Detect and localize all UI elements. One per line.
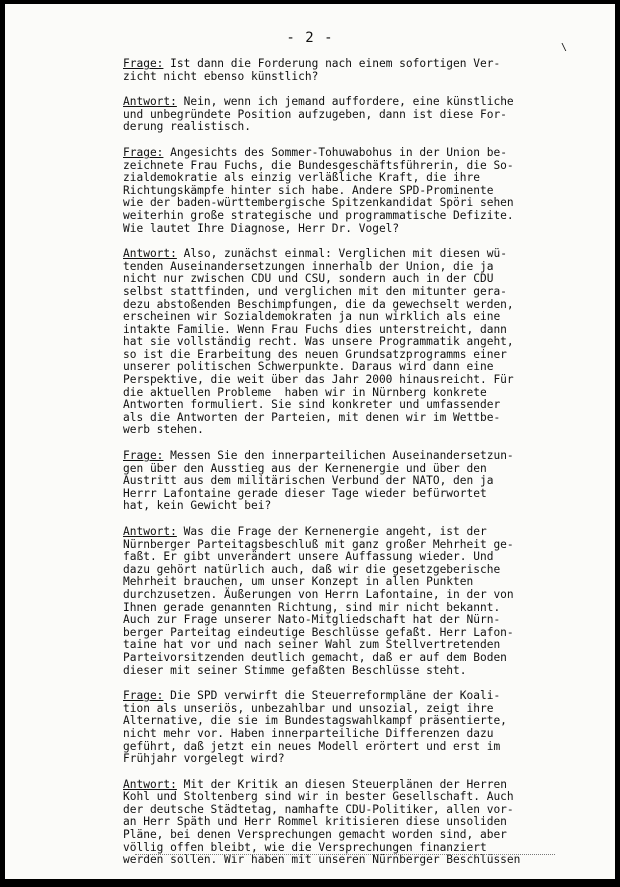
text-line: Perspektive, die weit über das Jahr 2000 hinausreicht. Für: [123, 373, 514, 387]
text-line: selbst stattfinden, und verglichen mit den mitunter gera-: [123, 284, 507, 298]
text-line: erscheinen wir Sozialdemokraten ja nun wirklich als eine: [123, 310, 501, 324]
text-line: weiterhin große strategische und programmatische Defizite.: [123, 208, 514, 222]
text-line-rest: Also, zunächst einmal: Verglichen mit diesen wü-: [176, 247, 507, 261]
margin-mark: \: [560, 42, 567, 53]
text-line: nicht nur zwischen CDU und CSU, sondern auch in der CDU: [123, 272, 494, 286]
text-line: intakte Familie. Wenn Frau Fuchs dies unterstreicht, dann: [123, 322, 507, 336]
text-line-rest: Die SPD verwirft die Steuerreformpläne der Koali-: [163, 689, 501, 703]
text-line: Pläne, bei denen Versprechungen gemacht worden sind, aber: [123, 828, 507, 842]
text-line-rest: Mit der Kritik an diesen Steuerplänen der Herren: [176, 777, 507, 791]
antwort-block: [123, 96, 567, 134]
text-line: Kohl und Stoltenberg sind wir in bester Gesellschaft. Auch: [123, 790, 514, 804]
text-line: nicht mehr vor. Haben innerparteiliche Differenzen dazu: [123, 726, 494, 740]
text-line: zeichnete Frau Fuchs, die Bundesgeschäftsführerin, die So-: [123, 158, 514, 172]
page-number: - 2 -: [286, 30, 334, 46]
text-line: so ist die Erarbeitung des neuen Grundsatzprogramms einer: [123, 347, 507, 361]
text-line: faßt. Er gibt unverändert unsere Auffassung wieder. Und: [123, 550, 494, 564]
text-line: dazu gehört natürlich auch, daß wir die gesetzgeberische: [123, 562, 501, 576]
frage-label: Frage:: [123, 689, 164, 703]
antwort-label: Antwort:: [123, 777, 177, 791]
text-line: Parteivorsitzenden deutlich gemacht, daß er auf dem Boden: [123, 650, 507, 664]
frage-block: [123, 147, 567, 235]
text-line: geführt, daß jetzt ein neues Modell erörtert und erst im: [123, 739, 501, 753]
text-line: Richtungskämpfe hinter sich habe. Andere SPD-Prominente: [123, 183, 494, 197]
scan-noise-line: [135, 853, 555, 855]
text-line: hat sie vollständig recht. Was unsere Programmatik angeht,: [123, 335, 514, 349]
text-line: und unbegründete Position aufzugeben, dann ist diese For-: [123, 107, 507, 121]
text-line: [123, 450, 567, 463]
antwort-block: [123, 526, 567, 677]
text-line: Herrr Lafontaine gerade dieser Tage wieder befürwortet: [123, 486, 487, 500]
antwort-label: Antwort:: [123, 525, 177, 538]
text-line: Frühjahr vorgelegt wird?: [123, 752, 285, 766]
text-line: zicht nicht ebenso künstlich?: [123, 69, 319, 83]
antwort-label: Antwort:: [123, 247, 177, 261]
text-line: Ihnen gerade genannten Richtung, sind mir nicht bekannt.: [123, 600, 501, 614]
text-line-rest: Ist dann die Forderung nach einem sofortigen Ver-: [163, 57, 501, 70]
text-line: Wie lautet Ihre Diagnose, Herr Dr. Vogel?: [123, 221, 400, 235]
text-line: Antworten formuliert. Sie sind konkreter und umfassender: [123, 398, 501, 412]
text-line: wie der baden-württembergische Spitzenkandidat Spöri sehen: [123, 196, 514, 210]
text-line: [123, 526, 567, 539]
frage-block: [123, 450, 567, 513]
text-line: die aktuellen Probleme haben wir in Nürnberg konkrete: [123, 385, 487, 399]
text-line: der deutsche Städtetag, namhafte CDU-Politiker, allen vor-: [123, 802, 514, 816]
text-line: dezu abstoßenden Beschimpfungen, die da gewechselt werden,: [123, 297, 514, 311]
antwort-label: Antwort:: [123, 95, 177, 109]
text-line: taine hat vor und nach seiner Wahl zum Stellvertretenden: [123, 638, 501, 652]
text-line: durchzusetzen. Äußerungen von Herrn Lafontaine, in der von: [123, 587, 514, 601]
text-line: Mehrheit brauchen, um unser Konzept in allen Punkten: [123, 575, 474, 589]
text-line: werden sollen. Wir haben mit unseren Nürnberger Beschlüssen: [123, 853, 521, 867]
text-line-rest: Nein, wenn ich jemand auffordere, eine künstliche: [176, 95, 514, 109]
text-line: unserer politischen Schwerpunkte. Daraus wird dann eine: [123, 360, 494, 374]
text-line: völlig offen bleibt, wie die Versprechungen finanziert: [123, 840, 487, 854]
text-line: [123, 58, 567, 71]
frage-label: Frage:: [123, 145, 164, 159]
text-line-rest: Angesichts des Sommer-Tohuwabohus in der Union be-: [163, 145, 507, 159]
frage-label: Frage:: [123, 449, 164, 463]
text-line: [123, 96, 567, 109]
frage-block: [123, 690, 567, 766]
text-line-rest: Messen Sie den innerparteilichen Auseinandersetzun-: [163, 449, 514, 463]
text-line: gen über den Ausstieg aus der Kernenergie und über den: [123, 461, 487, 475]
antwort-block: [123, 248, 567, 437]
text-line: tenden Auseinandersetzungen innerhalb der Union, die ja: [123, 259, 494, 273]
text-line: an Herr Späth und Herr Rommel kritisieren diese unsoliden: [123, 815, 507, 829]
text-line: Auch zur Frage unserer Nato-Mitgliedschaft hat der Nürn-: [123, 613, 501, 627]
text-line: Nürnberger Parteitagsbeschluß mit ganz großer Mehrheit ge-: [123, 537, 514, 551]
text-line: berger Parteitag eindeutige Beschlüsse gefaßt. Herr Lafon-: [123, 625, 514, 639]
text-line: [123, 147, 567, 160]
text-line-rest: Was die Frage der Kernenergie angeht, ist der: [176, 525, 487, 538]
document-sheet: [5, 4, 615, 879]
text-line: tion als unseriös, unbezahlbar und unsozial, zeigt ihre: [123, 701, 494, 715]
text-line: dieser mit seiner Stimme gefaßten Beschlüsse steht.: [123, 663, 467, 677]
interview-text: [123, 58, 567, 880]
text-line: werb stehen.: [123, 423, 204, 437]
text-line: [123, 690, 567, 703]
text-line: als die Antworten der Parteien, mit denen wir im Wettbe-: [123, 410, 501, 424]
frage-block: [123, 58, 567, 83]
text-line: zialdemokratie als einzig verläßliche Kraft, die ihre: [123, 171, 480, 185]
frage-label: Frage:: [123, 57, 164, 70]
text-line: hat, kein Gewicht bei?: [123, 499, 272, 513]
text-line: Austritt aus dem militärischen Verbund der NATO, den ja: [123, 474, 494, 488]
text-line: Alternative, die sie im Bundestagswahlkampf präsentierte,: [123, 714, 507, 728]
text-line: derung realistisch.: [123, 120, 251, 134]
text-line: [123, 248, 567, 261]
